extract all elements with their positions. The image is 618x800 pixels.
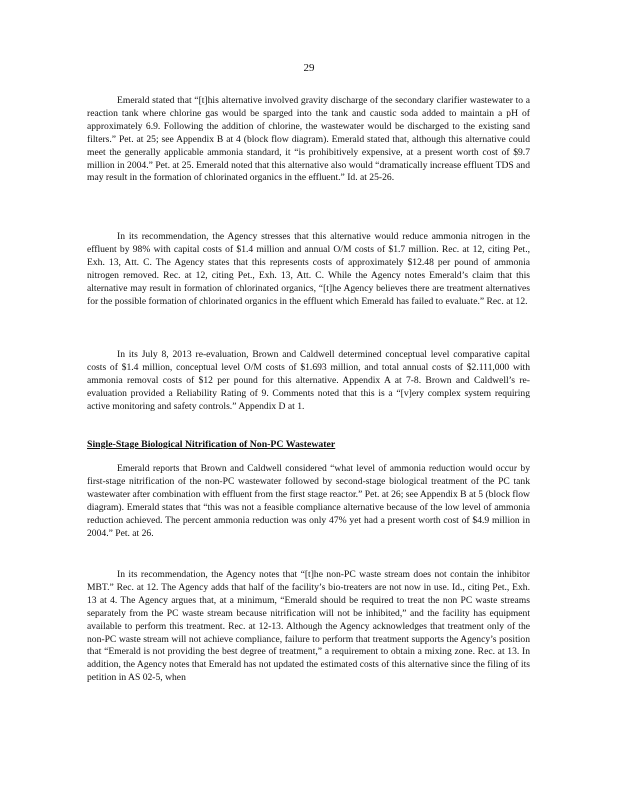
paragraph-4: Emerald reports that Brown and Caldwell considered “what level of ammonia reduction would occur by first-stage nitrification of the non-PC wastewater followed by second-stage biological treatment of the PC tank wastewater after combination with effluent from the first stage reactor.” Pet. at 26; see Appendix B at 5 (block flow diagram). Emerald states that “this was not a feasible compliance alternative because of the low level of ammonia reduction achieved. The percent ammonia reduction was only 47% yet had a present worth cost of $4.9 million in 2004.” Pet. at 26. xyxy=(87,463,530,539)
paragraph-5: In its recommendation, the Agency notes that “[t]he non-PC waste stream does not contain the inhibitor MBT.” Rec. at 12. The Agency adds that half of the facility’s bio-treaters are not now in use. Id., citing Pet., Exh. 13 at 4. The Agency argues that, at a minimum, “Emerald should be required to treat the non PC waste streams separately from the PC waste stream because nitrification will not be inhibited,” and the facility has equipment available to perform this treatment. Rec. at 12-13. Although the Agency acknowledges that treatment only of the non-PC waste stream will not achieve compliance, failure to perform that treatment supports the Agency’s position that “Emerald is not providing the best degree of treatment,” a requirement to obtain a mixing zone. Rec. at 13. In addition, the Agency notes that Emerald has not updated the estimated costs of this alternative since the filing of its petition in AS 02-5, when xyxy=(87,569,530,684)
section-heading: Single-Stage Biological Nitrification of Non-PC Wastewater xyxy=(87,439,336,450)
paragraph-2: In its recommendation, the Agency stresses that this alternative would reduce ammonia nitrogen in the effluent by 98% with capital costs of $1.4 million and annual O/M costs of $1.7 million. Rec. at 12, citing Pet., Exh. 13, Att. C. The Agency states that this represents costs of approximately $12.48 per pound of ammonia nitrogen removed. Rec. at 12, citing Pet., Exh. 13, Att. C. While the Agency notes Emerald’s claim that this alternative may result in formation of chlorinated organics, “[t]he Agency believes there are treatment alternatives for the possible formation of chlorinated organics in the effluent which Emerald has failed to evaluate.” Rec. at 12. xyxy=(87,231,530,307)
paragraph-3: In its July 8, 2013 re-evaluation, Brown and Caldwell determined conceptual level comparative capital costs of $1.4 million, conceptual level O/M costs of $1.693 million, and total annual costs of $2.111,000 with ammonia removal costs of $12 per pound for this alternative. Appendix A at 7-8. Brown and Caldwell’s re-evaluation provided a Reliability Rating of 9. Comments noted that this is a “[v]ery complex system requiring active monitoring and safety controls.” Appendix D at 1. xyxy=(87,349,530,412)
page-number: 29 xyxy=(303,62,315,74)
paragraph-1: Emerald stated that “[t]his alternative involved gravity discharge of the secondary clarifier wastewater to a reaction tank where chlorine gas would be sparged into the tank and caustic soda added to maintain a pH of approximately 6.9. Following the addition of chlorine, the wastewater would be discharged to the existing sand filters.” Pet. at 25; see Appendix B at 4 (block flow diagram). Emerald stated that, although this alternative could meet the generally applicable ammonia standard, it “is prohibitively expensive, at a present worth cost of $9.7 million in 2004.” Pet. at 25. Emerald noted that this alternative also would “dramatically increase effluent TDS and may result in the formation of chlorinated organics in the effluent.” Id. at 25-26. xyxy=(87,95,530,184)
